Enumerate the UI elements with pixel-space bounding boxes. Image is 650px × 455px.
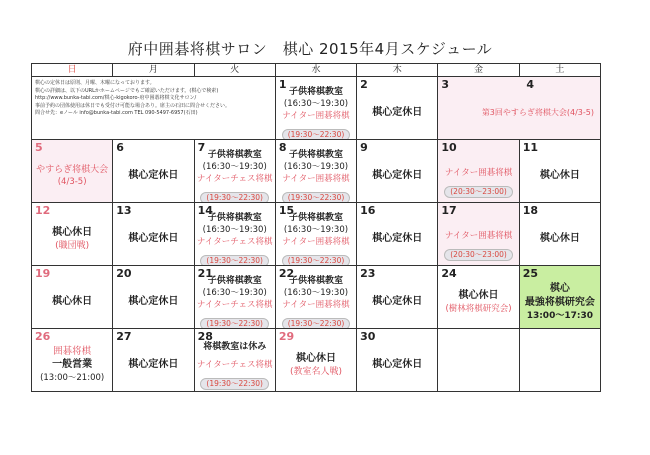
day-cell [357,266,438,329]
event-title: 棋心定休日 [372,233,423,244]
event-title: 棋心定休日 [372,170,423,181]
day-number: 4 [526,78,535,91]
week-row-1 [32,77,601,140]
event-title: 子供将棋教室 [288,275,343,286]
day-number: 28 [197,330,213,343]
day-cell [275,203,356,266]
day-number: 11 [522,141,538,154]
day-number: 30 [360,330,376,343]
day-cell [32,140,113,203]
event-title: 囲碁将棋 [53,346,92,357]
weekday-header-row [32,64,601,77]
day-cell [275,329,356,392]
event-title: 棋心定休日 [372,296,423,307]
day-cell [519,266,600,329]
event-time: (19:30〜22:30) [282,318,351,329]
day-cell [32,329,113,392]
day-number: 29 [278,330,295,343]
day-number: 14 [197,204,213,217]
day-number: 22 [278,267,295,280]
event-time: (16:30〜19:30) [283,98,349,109]
event-title: 子供将棋教室 [288,212,343,223]
day-number: 24 [441,267,457,280]
weekday-fri: 金 [438,64,519,77]
event-time: (16:30〜19:30) [283,224,349,235]
event-title: 棋心休日 [539,233,580,244]
event-title: やすらぎ将棋大会 [36,165,109,175]
day-cell [357,203,438,266]
day-number: 6 [116,141,124,154]
day-number: 7 [197,141,206,154]
event-title: 子供将棋教室 [288,149,343,160]
event-time: (19:30〜22:30) [282,192,351,203]
event-subtitle: (教室名人戦) [289,367,342,377]
notice-line: 棋心の定休日は原則、月曜、木曜になっております。 [35,80,155,86]
week-row-3 [32,203,601,266]
event-time: (20:30〜23:00) [444,249,513,261]
event-time: (19:30〜22:30) [282,129,351,140]
weekday-sat: 土 [519,64,600,77]
event-title: 子供将棋教室 [288,86,343,97]
weekday-mon: 月 [113,64,194,77]
event-time: 13:00〜17:30 [526,311,593,321]
event-title: 子供将棋教室 [207,212,262,223]
event-title: 第3回やすらぎ将棋大会(4/3-5) [481,108,594,117]
event-title: ナイター囲碁将棋 [282,173,350,184]
event-title: ナイターチェス将棋 [196,236,273,247]
day-cell [357,77,438,140]
day-cell [194,203,275,266]
event-title: 子供将棋教室 [207,149,262,160]
event-title: 棋心定休日 [128,359,179,370]
day-number: 17 [441,204,457,217]
day-cell [113,329,194,392]
day-cell [438,203,519,266]
day-cell [194,266,275,329]
event-title: ナイターチェス将棋 [196,360,273,370]
day-number: 8 [278,141,287,154]
notice-line: http://www.bunka-tabi.com/棋心-kigokoro-府中囲碁将棋文化サロン/ [35,95,197,101]
event-time: (19:30〜22:30) [282,255,351,266]
event-time: (19:30〜22:30) [200,318,269,329]
day-cell [275,140,356,203]
event-title: 棋心休日 [539,170,580,181]
event-title: 子供将棋教室 [207,275,262,286]
event-title: 棋心休日 [458,290,499,301]
day-number: 23 [360,267,376,280]
day-number: 9 [360,141,368,154]
event-title: 棋心休日 [52,296,93,307]
week-row-5 [32,329,601,392]
event-time: (16:30〜19:30) [202,287,267,298]
event-title: ナイター囲碁将棋 [444,168,513,178]
day-number: 10 [441,141,457,154]
weekday-wed: 水 [275,64,356,77]
event-time: (19:30〜22:30) [200,378,269,390]
event-time: (4/3-5) [57,177,87,187]
notice-line: 問合せ先：eノール info@bunka-tabi.com TEL 090-5497-6957(石田) [35,110,198,116]
day-cell [275,77,356,140]
day-number: 19 [35,267,51,280]
day-number: 20 [116,267,132,280]
day-cell [438,140,519,203]
event-title: 棋心定休日 [128,233,179,244]
day-number: 12 [35,204,51,217]
day-number: 26 [35,330,51,343]
event-title: 一般営業 [52,359,93,370]
empty-cell [438,329,519,392]
weekday-sun: 日 [32,64,113,77]
event-title: 棋心休日 [295,353,336,364]
day-cell [113,140,194,203]
event-title: ナイター囲碁将棋 [282,299,350,310]
day-number: 3 [441,78,450,91]
day-number: 1 [278,78,287,91]
event-title: 棋心定休日 [372,359,423,370]
event-time: (19:30〜22:30) [200,255,269,266]
day-cell [519,203,600,266]
day-cell [519,140,600,203]
event-title: 棋心 [549,283,570,294]
event-title: 棋心定休日 [372,107,423,118]
day-cell [113,203,194,266]
day-number: 25 [522,267,538,280]
event-title: ナイター囲碁将棋 [444,231,513,241]
day-number: 21 [197,267,213,280]
weekday-tue: 火 [194,64,275,77]
event-title: ナイター囲碁将棋 [282,110,350,121]
event-title: 棋心定休日 [128,296,179,307]
event-time: (16:30〜19:30) [202,161,267,172]
empty-cell [519,329,600,392]
event-time: (20:30〜23:00) [444,186,513,198]
event-subtitle: (樹林将棋研究会) [445,304,512,314]
event-time: (19:30〜22:30) [200,192,269,203]
day-cell [32,203,113,266]
day-number: 5 [35,141,43,154]
day-cell [357,329,438,392]
notice-cell [32,77,276,140]
event-time: (13:00〜21:00) [40,373,105,383]
page-title: 府中囲碁将棋サロン 棋心 2015年4月スケジュール [127,40,493,58]
event-title: 棋心休日 [52,227,93,238]
event-title: 将棋教室は休み [203,342,267,352]
day-cell [194,329,275,392]
event-time: (16:30〜19:30) [283,287,349,298]
day-cell [357,140,438,203]
notice-line: 棋心の詳細は、以下のURLかホームページでもご確認いただけます。(棋心で検索) [35,87,219,94]
event-time: (16:30〜19:30) [202,224,267,235]
weekday-thu: 木 [357,64,438,77]
notice-text [35,80,272,118]
day-number: 15 [278,204,295,217]
event-title: ナイター囲碁将棋 [282,236,350,247]
day-cell [438,266,519,329]
day-number: 13 [116,204,132,217]
day-number: 16 [360,204,376,217]
event-title: ナイターチェス将棋 [196,299,273,310]
day-number: 27 [116,330,132,343]
day-cell [275,266,356,329]
week-row-2 [32,140,601,203]
day-number: 18 [522,204,538,217]
calendar-table [31,63,601,392]
event-title: 最強将棋研究会 [524,297,595,308]
day-cell [113,266,194,329]
event-time: (16:30〜19:30) [283,161,349,172]
day-cell-span [438,77,601,140]
event-title: ナイターチェス将棋 [196,173,273,184]
event-title: 棋心定休日 [128,170,179,181]
day-number: 2 [360,78,368,91]
day-cell [194,140,275,203]
notice-line: 事前予約の団体使用は休日でも受付け可能な場合あり。席主の石田に問合せください。 [35,102,231,109]
event-subtitle: (職団戦) [55,241,90,251]
week-row-4 [32,266,601,329]
day-cell [32,266,113,329]
